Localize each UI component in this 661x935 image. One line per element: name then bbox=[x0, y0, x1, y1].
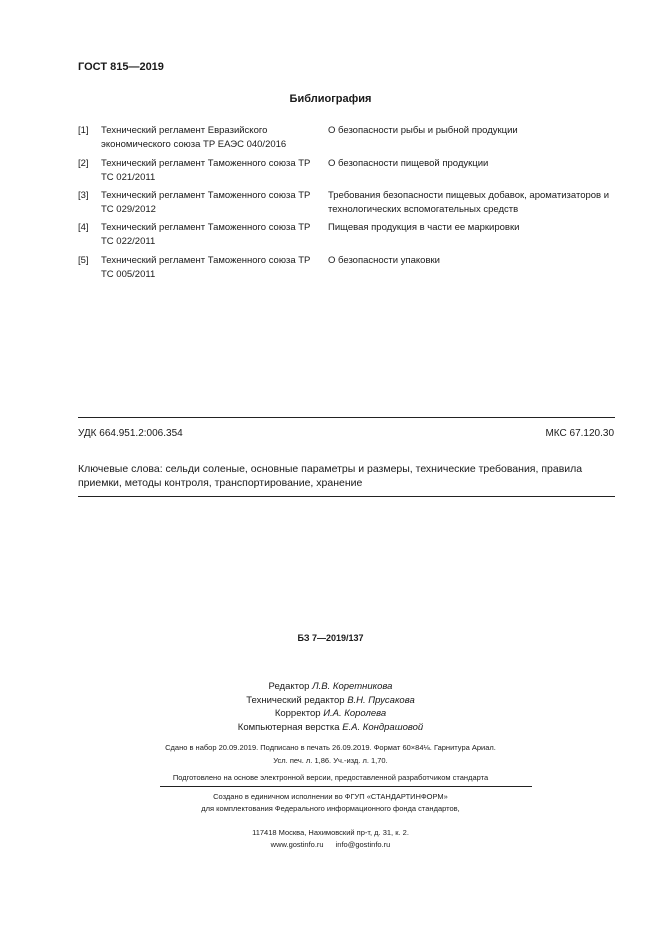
print-info bbox=[0, 742, 661, 767]
prepared-note: Подготовлено на основе электронной версии, предоставленной разработчиком стандарта bbox=[172, 773, 489, 782]
bz-number: БЗ 7—2019/137 bbox=[297, 633, 364, 643]
page-header-standard: ГОСТ 815—2019 bbox=[78, 61, 164, 73]
created-line: Создано в единичном исполнении во ФГУП «СТАНДАРТИНФОРМ» bbox=[213, 792, 448, 801]
staff-role: Технический редактор bbox=[246, 694, 345, 706]
udk-code: УДК 664.951.2:006.354 bbox=[78, 428, 183, 439]
staff-role: Редактор bbox=[268, 681, 310, 692]
contacts-email-link[interactable]: info@gostinfo.ru bbox=[335, 840, 391, 849]
entry-number: [5] bbox=[78, 255, 89, 266]
entry-subject: О безопасности упаковки bbox=[328, 255, 440, 266]
entry-subject: Пищевая продукция в части ее маркировки bbox=[328, 222, 520, 233]
entry-number: [3] bbox=[78, 190, 89, 201]
staff-name: В.Н. Прусакова bbox=[347, 694, 415, 706]
entry-number: [1] bbox=[78, 125, 89, 136]
staff-role: Корректор bbox=[274, 708, 321, 719]
staff-name: И.А. Королева bbox=[323, 708, 387, 719]
staff-name: Е.А. Кондрашовой bbox=[342, 721, 424, 733]
divider-imprint bbox=[160, 786, 532, 787]
entry-document: Технический регламент Таможенного союза ТР ТС 022/2011 bbox=[101, 222, 311, 247]
entry-document: Технический регламент Таможенного союза ТР ТС 021/2011 bbox=[101, 158, 311, 183]
mks-code: МКС 67.120.30 bbox=[545, 428, 614, 439]
entry-document: Технический регламент Таможенного союза ТР ТС 005/2011 bbox=[101, 255, 311, 280]
contacts-links bbox=[0, 840, 661, 849]
print-info-line: Усл. печ. л. 1,86. Уч.-изд. л. 1,70. bbox=[273, 755, 388, 765]
keywords: Ключевые слова: сельди соленые, основные параметры и размеры, технические требования, правила приемки, методы контроля, транспортирование, хранение bbox=[78, 463, 583, 489]
entry-subject: О безопасности рыбы и рыбной продукции bbox=[328, 125, 518, 136]
bibliography-title: Библиография bbox=[289, 93, 372, 105]
print-info-line: Сдано в набор 20.09.2019. Подписано в печать 26.09.2019. Формат 60×84⅛. Гарнитура Ариал. bbox=[165, 743, 496, 752]
divider-bottom bbox=[78, 496, 615, 497]
staff-line bbox=[0, 721, 661, 735]
contacts bbox=[0, 828, 661, 849]
created-note bbox=[0, 791, 661, 815]
entry-subject: О безопасности пищевой продукции bbox=[328, 158, 489, 169]
contacts-site-link[interactable]: www.gostinfo.ru bbox=[270, 840, 324, 849]
divider-top bbox=[78, 417, 615, 418]
entry-number: [2] bbox=[78, 158, 89, 169]
created-line: для комплектования Федерального информационного фонда стандартов, bbox=[201, 804, 460, 813]
staff-line bbox=[0, 694, 661, 708]
entry-number: [4] bbox=[78, 222, 89, 233]
staff-role: Компьютерная верстка bbox=[237, 721, 340, 733]
contacts-address: 117418 Москва, Нахимовский пр-т, д. 31, к. 2. bbox=[252, 828, 409, 837]
entry-document: Технический регламент Таможенного союза ТР ТС 029/2012 bbox=[101, 190, 311, 215]
entry-subject: Требования безопасности пищевых добавок, ароматизаторов и технологических вспомогательных средств bbox=[328, 190, 610, 215]
staff-line bbox=[0, 680, 661, 694]
staff-name: Л.В. Коретникова bbox=[312, 681, 393, 692]
staff-line bbox=[0, 707, 661, 721]
staff-credits bbox=[0, 680, 661, 734]
entry-document: Технический регламент Евразийского экономического союза ТР ЕАЭС 040/2016 bbox=[101, 125, 287, 150]
